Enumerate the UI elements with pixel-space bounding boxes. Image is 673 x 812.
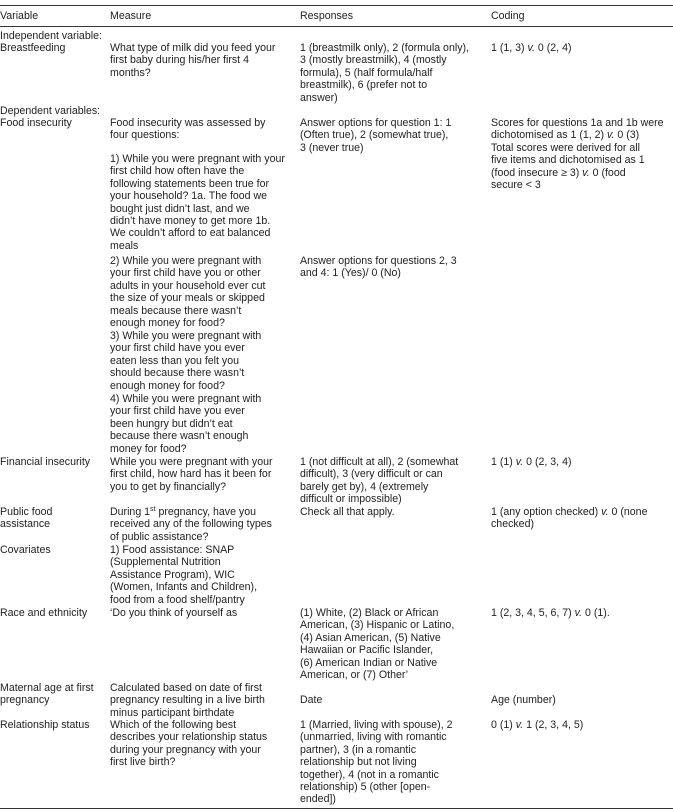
variable-maternal-age: Maternal age at first pregnancy	[0, 682, 94, 707]
column-header-coding: Coding	[491, 10, 525, 22]
responses-race-ethnicity: (1) White, (2) Black or African American, (3) Hispanic or Latino, (4) Asian American, (5) Native Hawaiian or Pacific Islander, (6) American Indian or Native American, or (7) Other’	[300, 607, 455, 682]
measure-food-insecurity-q4: 4) While you were pregnant with your first child have you ever been hungry but didn’t eat because there wasn’t enough money for food?	[110, 393, 262, 455]
table-top-rule	[0, 5, 673, 6]
variable-breastfeeding: Breastfeeding	[0, 42, 66, 54]
variable-food-insecurity: Food insecurity	[0, 117, 72, 129]
measure-food-insecurity-q3: 3) While you were pregnant with your first child have you ever eaten less than you felt you should because there wasn’t enough money for food?	[110, 330, 262, 392]
column-header-measure: Measure	[110, 10, 152, 22]
responses-food-insecurity-q1: Answer options for question 1: 1 (Often true), 2 (somewhat true), 3 (never true)	[300, 117, 452, 154]
measure-food-insecurity-q2: 2) While you were pregnant with your first child have you or other adults in your household ever cut the size of your meals or skipped meals because there wasn’t enough money for food?	[110, 255, 266, 330]
section-header-covariates: Covariates	[0, 544, 51, 556]
coding-maternal-age: Age (number)	[491, 694, 556, 706]
responses-breastfeeding: 1 (breastmilk only), 2 (formula only), 3 (mostly breastmilk), 4 (mostly formula), 5 (half formula/half breastmilk), 6 (prefer not to answer)	[300, 42, 469, 104]
column-header-variable: Variable	[0, 10, 39, 22]
measure-financial-insecurity: While you were pregnant with your first child, how hard has it been for you to get by financially?	[110, 456, 273, 493]
coding-breastfeeding: 1 (1, 3) v. 0 (2, 4)	[491, 42, 572, 54]
measure-food-insecurity-q1: 1) While you were pregnant with your first child how often have the following statements been true for your household? 1a. The food we bought just didn’t last, and we didn’t have money to get more 1b. We couldn’t afford to eat balanced meals	[110, 153, 285, 252]
coding-race-ethnicity: 1 (2, 3, 4, 5, 6, 7) v. 0 (1).	[491, 607, 610, 619]
variable-race-ethnicity: Race and ethnicity	[0, 607, 88, 619]
measure-maternal-age: Calculated based on date of first pregnancy resulting in a live birth minus participant birthdate	[110, 682, 265, 719]
header-rule	[0, 26, 673, 27]
measure-public-food-assistance: During 1st pregnancy, have you received any of the following types of public assistance?	[110, 506, 272, 543]
measure-breastfeeding: What type of milk did you feed your first baby during his/her first 4 months?	[110, 42, 276, 79]
coding-financial-insecurity: 1 (1) v. 0 (2, 3, 4)	[491, 456, 572, 468]
responses-food-insecurity-q234: Answer options for questions 2, 3 and 4: 1 (Yes)/ 0 (No)	[300, 255, 457, 280]
measure-food-assistance: 1) Food assistance: SNAP (Supplemental Nutrition Assistance Program), WIC (Women, Infants and Children), food from a food shelf/pantry	[110, 544, 258, 606]
responses-maternal-age: Date	[300, 694, 323, 706]
responses-financial-insecurity: 1 (not difficult at all), 2 (somewhat difficult), 3 (very difficult or can barely get by), 4 (extremely difficult or impossible)	[300, 456, 459, 506]
coding-relationship-status: 0 (1) v. 1 (2, 3, 4, 5)	[491, 719, 584, 731]
coding-public-food-assistance: 1 (any option checked) v. 0 (none checked)	[491, 506, 648, 531]
responses-public-food-assistance: Check all that apply.	[300, 506, 395, 518]
measure-race-ethnicity: ‘Do you think of yourself as	[110, 607, 238, 619]
section-header-independent: Independent variable:	[0, 30, 102, 42]
variable-financial-insecurity: Financial insecurity	[0, 456, 91, 468]
variable-relationship-status: Relationship status	[0, 719, 90, 731]
responses-relationship-status: 1 (Married, living with spouse), 2 (unmarried, living with romantic partner), 3 (in a romantic relationship but not living together), 4 (not in a romantic relationship) 5 (other [open- ended])	[300, 719, 453, 806]
measure-food-insecurity-intro: Food insecurity was assessed by four questions:	[110, 117, 266, 142]
measure-relationship-status: Which of the following best describes your relationship status during your pregnancy with your first live birth?	[110, 719, 268, 769]
table-bottom-rule	[0, 808, 673, 809]
section-header-dependent: Dependent variables:	[0, 105, 101, 117]
coding-food-insecurity: Scores for questions 1a and 1b were dichotomised as 1 (1, 2) v. 0 (3) Total scores were derived for all five items and dichotomised as 1 (food insecure ≥ 3) v. 0 (food secure < 3	[491, 117, 664, 192]
variable-public-food-assistance: Public food assistance	[0, 506, 53, 531]
column-header-responses: Responses	[300, 10, 353, 22]
